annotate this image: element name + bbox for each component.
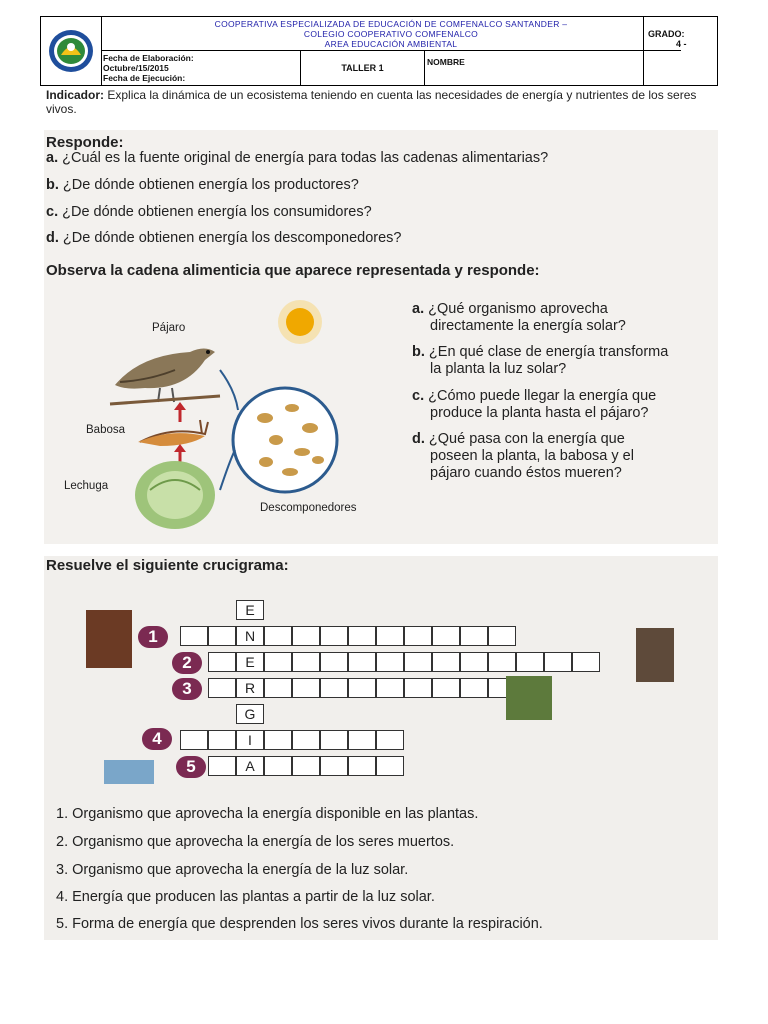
food-chain-illustration [80,290,380,530]
responde-question-b: b. ¿De dónde obtienen energía los productores? [46,177,359,193]
clue-1: 1. Organismo que aprovecha la energía disponible en las plantas. [56,806,479,822]
crossword-cell[interactable] [376,756,404,776]
label-lechuga: Lechuga [64,480,109,492]
arrow-icon [220,450,235,490]
cadena-question-d: d. ¿Qué pasa con la energía que poseen la planta, la babosa y el pájaro cuando éstos mueren? [412,431,634,481]
clue-2: 2. Organismo que aprovecha la energía de los seres muertos. [56,834,455,850]
crossword-cell[interactable] [208,626,236,646]
arrow-icon [174,402,186,422]
crossword-letter: G [244,706,256,722]
crossword-letter: A [245,758,255,774]
crossword-cell[interactable] [264,652,292,672]
institution-name [101,17,681,51]
crossword-cell[interactable] [348,730,376,750]
crucigrama-title: Resuelve el siguiente crucigrama: [46,557,289,574]
cadena-question-a: a. ¿Qué organismo aprovecha directamente la energía solar? [412,301,626,334]
crossword-number-4: 4 [142,728,172,750]
crossword-cell[interactable] [376,730,404,750]
crossword-number-2: 2 [172,652,202,674]
crossword-cell[interactable] [572,652,600,672]
cadena-title: Observa la cadena alimenticia que aparece representada y responde: [46,262,540,279]
crossword-cell[interactable] [264,678,292,698]
crossword-cell[interactable] [208,652,236,672]
crossword-cell[interactable] [460,652,488,672]
lettuce-icon [135,461,215,529]
label-babosa: Babosa [86,424,126,436]
decomposers-circle [233,388,337,492]
cadena-question-b: b. ¿En qué clase de energía transforma la planta la luz solar? [412,344,669,377]
crossword-cell[interactable] [320,626,348,646]
fecha-ejecucion-label: Fecha de Ejecución: [103,73,186,83]
crossword-cell[interactable] [432,652,460,672]
crossword-cell[interactable] [264,756,292,776]
crossword-cell[interactable] [376,678,404,698]
crossword-cell[interactable] [376,652,404,672]
crossword-cell[interactable] [292,730,320,750]
grado-value: 4 - [676,39,687,49]
bird-icon [110,349,220,405]
crossword-letter: I [248,732,252,748]
nombre-field[interactable] [425,51,643,85]
label-pajaro: Pájaro [152,322,186,334]
crossword-cell[interactable] [208,756,236,776]
crossword-cell[interactable] [432,626,460,646]
institution-line-3: AREA EDUCACIÓN AMBIENTAL [324,39,458,49]
grado-cell [643,17,717,85]
crossword-cell[interactable] [544,652,572,672]
crossword-cell[interactable] [404,626,432,646]
crossword-cell[interactable] [348,626,376,646]
crossword-cell[interactable] [488,626,516,646]
institution-line-2: COLEGIO COOPERATIVO COMFENALCO [303,29,479,39]
crossword-letter: N [244,628,256,644]
crossword-cell[interactable] [460,626,488,646]
responde-question-a: a. ¿Cuál es la fuente original de energía para todas las cadenas alimentarias? [46,150,549,166]
crossword-letter: E [245,602,255,618]
label-descomponedores: Descomponedores [260,502,357,514]
crossword-cell[interactable] [432,678,460,698]
swimmer-photo [104,760,154,784]
crossword-cell[interactable] [292,678,320,698]
crossword-cell[interactable] [404,652,432,672]
crossword-cell[interactable] [320,756,348,776]
crossword-cell[interactable] [292,626,320,646]
crossword-cell[interactable] [264,626,292,646]
crossword-cell[interactable] [320,730,348,750]
crossword-cell[interactable] [208,730,236,750]
slug-icon [138,420,208,446]
mushroom-photo [636,628,674,682]
responde-question-d: d. ¿De dónde obtienen energía los descomponedores? [46,230,402,246]
indicador [46,88,726,116]
crossword-cell[interactable] [292,756,320,776]
crossword-cell[interactable] [348,756,376,776]
indicador-text: Explica la dinámica de un ecosistema teniendo en cuenta las necesidades de energía y nutrientes de los seres vivos. [46,88,697,116]
crossword-cell[interactable] [320,652,348,672]
crossword-cell[interactable] [320,678,348,698]
crossword-cell[interactable] [292,652,320,672]
fecha-elaboracion-label: Fecha de Elaboración: [103,53,194,63]
institution-line-1: COOPERATIVA ESPECIALIZADA DE EDUCACIÓN DE COMFENALCO SANTANDER – [214,19,568,29]
crossword-number-3: 3 [172,678,202,700]
crossword-cell[interactable] [488,652,516,672]
clue-4: 4. Energía que producen las plantas a partir de la luz solar. [56,889,435,905]
crossword-cell[interactable] [516,652,544,672]
deer-photo [86,610,132,668]
crossword-number-5: 5 [176,756,206,778]
indicador-label: Indicador: [46,88,105,102]
crossword-cell[interactable] [180,730,208,750]
crossword-cell[interactable] [460,678,488,698]
nombre-label: NOMBRE [427,57,465,67]
clue-5: 5. Forma de energía que desprenden los seres vivos durante la respiración. [56,916,543,932]
taller-label: TALLER 1 [301,51,425,85]
crossword-cell[interactable] [348,678,376,698]
crossword-number-1: 1 [138,626,168,648]
cadena-question-c: c. ¿Cómo puede llegar la energía que produce la planta hasta el pájaro? [412,388,657,421]
header-table [40,16,718,86]
sun-icon [278,300,322,344]
grado-label: GRADO: [648,29,685,39]
crossword-letter: R [244,680,256,696]
crossword-cell[interactable] [348,652,376,672]
arrow-icon [220,370,238,410]
tree-photo [506,676,552,720]
responde-question-c: c. ¿De dónde obtienen energía los consumidores? [46,204,372,220]
fecha-value: Octubre/15/2015 [103,63,169,73]
fecha-cell [101,51,301,85]
crossword-cell[interactable] [264,730,292,750]
crossword-cell[interactable] [376,626,404,646]
crossword-cell[interactable] [180,626,208,646]
arrow-icon [174,444,186,462]
crossword-letter: E [245,654,255,670]
school-logo [41,17,102,85]
crossword-cell[interactable] [404,678,432,698]
clue-3: 3. Organismo que aprovecha la energía de la luz solar. [56,862,409,878]
responde-title: Responde: [46,134,124,151]
crossword-cell[interactable] [208,678,236,698]
